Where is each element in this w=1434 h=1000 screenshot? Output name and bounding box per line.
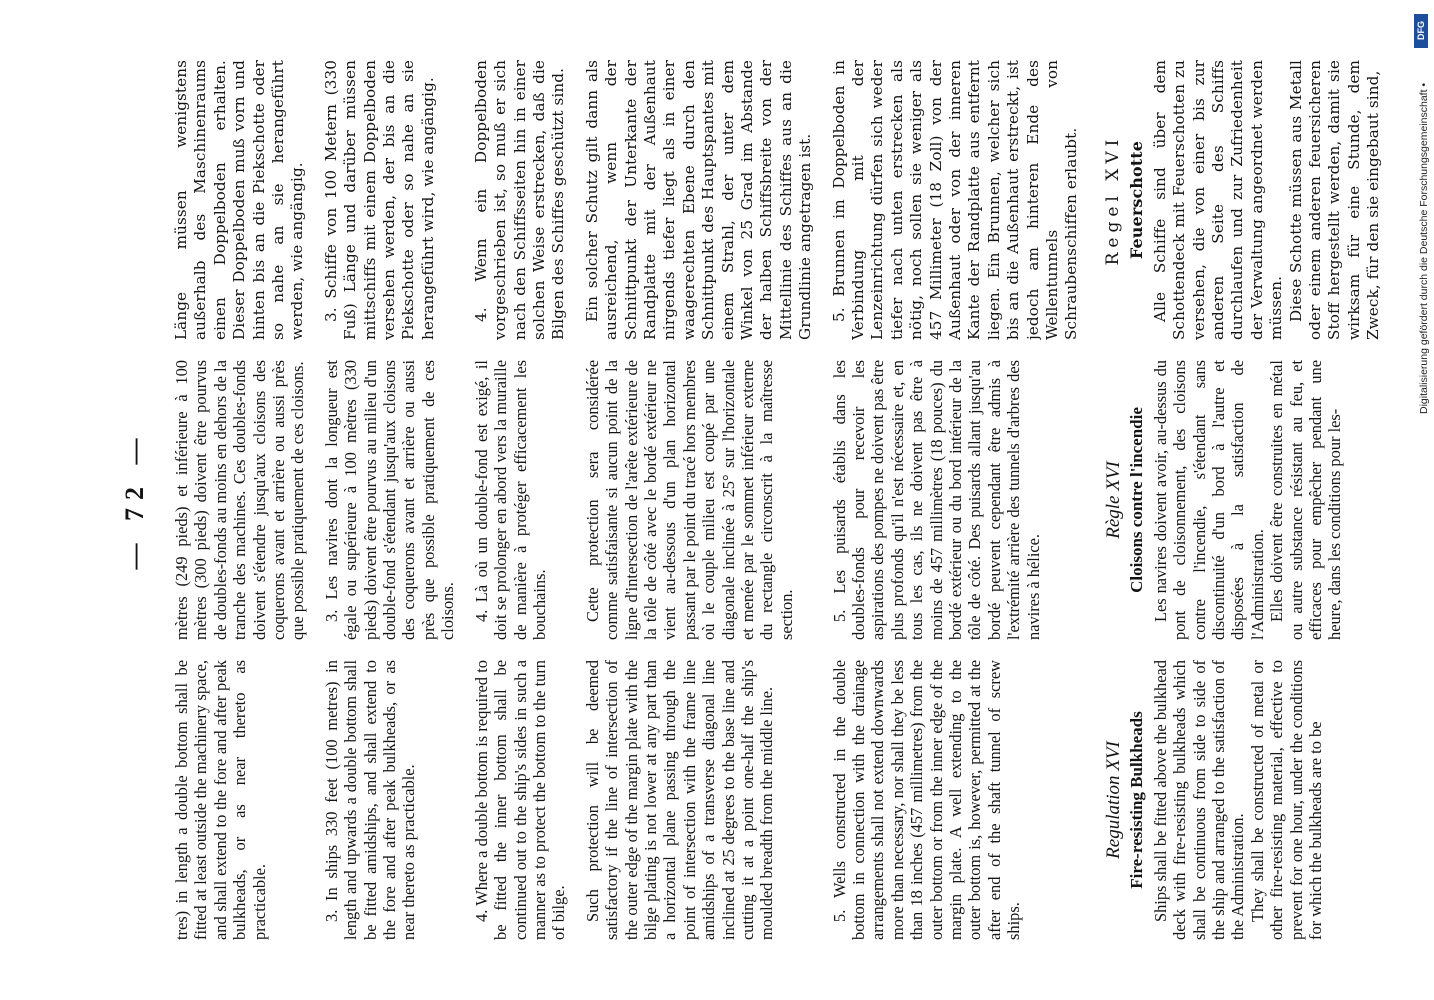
english-column-text — [830, 660, 1082, 940]
german-column-text — [322, 60, 458, 340]
paragraph: 4. Where a double bottom is required to be fitted the inner bottom shall be continued out to the ship's sides in such a manner as to protect the bottom to the turn of bilge. — [471, 660, 569, 940]
french-column-text — [172, 360, 308, 640]
french-column-text — [322, 360, 458, 640]
paragraph: tres) in length a double bottom shall be fitted at least outside the machinery space, and shall extend to the fore and after peak bulkheads, or as near thereto as practicable. — [172, 660, 269, 940]
paragraph: Elles doivent être construites en métal ou autre substance résistant au feu, et efficaces pour empêcher pendant une heure, dans les conditions pour les- — [1267, 360, 1345, 640]
paragraph: 5. Wells constructed in the double bottom in connection with the drainage arrangements shall not extend downwards more than necessary, nor shall they be less than 18 inches (457 millimetres) from the outer bottom or from the inner edge of the margin plate. A well extending to the outer bottom is, however, permitted at the after end of the shaft tunnel of screw ships. — [829, 660, 1024, 940]
funding-watermark — [1414, 6, 1432, 414]
paragraph: 4. Là où un double-fond est exigé, il doit se prolonger en abord vers la muraille de manière à protéger efficacement les bouchains. — [471, 360, 549, 640]
french-column-text — [830, 360, 1082, 640]
regulation-heading: Regulation XVI — [1102, 741, 1124, 859]
paragraph-row — [172, 60, 308, 940]
regulation-title: Feuerschotte — [1127, 140, 1147, 260]
regulation-title: Fire-resisting Bulkheads — [1127, 711, 1147, 889]
paragraph: Cette protection sera considérée comme satisfaisante si aucun point de la ligne d'intersection de l'arête extérieure de la tôle de côté avec le bordé extérieur ne vient au-dessous d'un plan horizontal passant par le point du tracé hors membres où le couple milieu est coupé par une diagonale inclinée à 25° sur l'horizontale et menée par le sommet inférieur externe du rectangle circonscrit à la maîtresse section. — [582, 360, 796, 640]
german-regulation — [1096, 60, 1384, 340]
french-regulation — [1096, 360, 1384, 640]
page-number: — 72 — — [120, 430, 149, 570]
french-column-text — [583, 360, 816, 640]
german-column-text — [472, 60, 569, 340]
english-column-text — [583, 660, 816, 940]
paragraph-row — [830, 60, 1082, 940]
paragraph-row — [322, 60, 458, 940]
english-column-text — [322, 660, 458, 940]
paragraph: mètres (249 pieds) et inférieure à 100 mètres (300 pieds) doivent être pourvus de doubles-fonds au moins en dehors de la tranche des machines. Ces doubles-fonds doivent s'étendre jusqu'aux cloisons des coquerons avant et arrière ou aussi près que possible pratiquement de ces cloisons. — [172, 360, 308, 640]
paragraph: Diese Schotte müssen aus Metall oder einem anderen feuersicheren Stoff hergestellt werden, damit sie wirksam für eine Stunde, dem Zweck, für den sie eingebaut sind, — [1286, 60, 1383, 340]
watermark-text: Digitalisierung gefördert durch die Deutsche Forschungsgemeinschaft • — [1418, 82, 1430, 414]
paragraph: Les navires doivent avoir, au-dessus du pont de cloisonnement, des cloisons contre l'incendie, s'étendant sans discontinuité d'un bord à l'autre et disposées à la satisfaction de l'Administration. — [1150, 360, 1267, 640]
dfg-logo: DFG — [1414, 14, 1428, 48]
three-column-text — [172, 60, 1383, 940]
paragraph: 5. Brunnen im Doppelboden in Verbindung mit der Lenzeinrichtung dürfen sich weder tiefer nach unten erstrecken als nötig, noch sollen sie weniger als 457 Millimeter (18 Zoll) von der Außenhaut oder von der inneren Kante der Randplatte aus entfernt liegen. Ein Brunnen, welcher sich bis an die Außenhaut erstreckt, ist jedoch am hinteren Ende des Wellentunnels von Schraubenschiffen erlaubt. — [829, 60, 1081, 340]
regulation-title: Cloisons contre l'incendie — [1127, 407, 1147, 593]
regulation-heading: Regel XVI — [1102, 134, 1123, 266]
english-column-text — [172, 660, 308, 940]
french-column-text — [472, 360, 569, 640]
paragraph-row — [583, 60, 816, 940]
german-column-text — [830, 60, 1082, 340]
paragraph: 3. In ships 330 feet (100 metres) in length and upwards a double bottom shall be fitted amidships, and shall extend to the fore and after peak bulkheads, or as near thereto as practicable. — [321, 660, 419, 940]
paragraph: Länge müssen wenigstens außerhalb des Maschinenraums einen Doppelboden erhalten. Dieser Doppelboden muß vorn und hinten bis an die Piekschotte oder so nahe an sie herangeführt werden, wie angängig. — [172, 60, 307, 340]
paragraph: 3. Schiffe von 100 Metern (330 Fuß) Länge und darüber müssen mittschiffs mit einem Doppelboden versehen werden, der bis an die Piekschotte oder so nahe an sie herangeführt wird, wie angängig. — [321, 60, 437, 340]
english-regulation — [1096, 660, 1384, 940]
german-column-text — [172, 60, 308, 340]
paragraph: They shall be constructed of metal or other fire-resisting material, effective to prevent for one hour, under the conditions for which the bulkheads are to be — [1247, 660, 1325, 940]
paragraph: 3. Les navires dont la longueur est égale ou supérieure à 100 mètres (330 pieds) doivent être pourvus au milieu d'un double-fond s'étendant jusqu'aux cloisons des coquerons avant et arrière ou aussi près que possible pratiquement de ces cloisons. — [321, 360, 458, 640]
rotated-page — [120, 60, 1383, 940]
paragraph: 4. Wenn ein Doppelboden vorgeschrieben ist, so muß er sich nach den Schiffsseiten hin in einer solchen Weise erstrecken, daß die Bilgen des Schiffes geschützt sind. — [471, 60, 568, 340]
paragraph: Ein solcher Schutz gilt dann als ausreichend, wenn der Schnittpunkt der Unterkante der Randplatte mit der Außenhaut nirgends tiefer liegt als in einer waagerechten Ebene durch den Schnittpunkt des Hauptspantes mit einem Strahl, der unter dem Winkel von 25 Grad im Abstande der halben Schiffsbreite von der Mittellinie des Schiffes aus an die Grundlinie angetragen ist. — [582, 60, 815, 340]
german-column-text — [583, 60, 816, 340]
paragraph: 5. Les puisards établis dans les doubles-fonds pour recevoir les aspirations des pompes ne doivent pas être plus profonds qu'il n'est nécessaire et, en tous les cas, ils ne doivent pas être à moins de 457 millimètres (18 pouces) du bordé extérieur ou du bord intérieur de la tôle de côté. Des puisards allant jusqu'au bordé peuvent cependant être admis à l'extrémité arrière des tunnels d'arbres des navires à hélice. — [829, 360, 1043, 640]
paragraph: Such protection will be deemed satisfactory if the line of intersection of the outer edge of the margin plate with the bilge plating is not lower at any part than a horizontal plane passing through the point of intersection with the frame line amidships of a transverse diagonal line inclined at 25 degrees to the base line and cutting it at a point one-half the ship's moulded breadth from the middle line. — [582, 660, 777, 940]
paragraph: Ships shall be fitted above the bulkhead deck with fire-resisting bulkheads which shall be continuous from side to side of the ship and arranged to the satisfaction of the Administration. — [1150, 660, 1248, 940]
regulation-heading: Règle XVI — [1102, 461, 1124, 539]
paragraph: Alle Schiffe sind über dem Schottendeck mit Feuerschotten zu versehen, die von einer bis zur anderen Seite des Schiffs durchlaufen und zur Zufriedenheit der Verwaltung angeordnet werden müssen. — [1150, 60, 1286, 340]
regulation-row — [1096, 60, 1384, 940]
english-column-text — [472, 660, 569, 940]
paragraph-row — [472, 60, 569, 940]
